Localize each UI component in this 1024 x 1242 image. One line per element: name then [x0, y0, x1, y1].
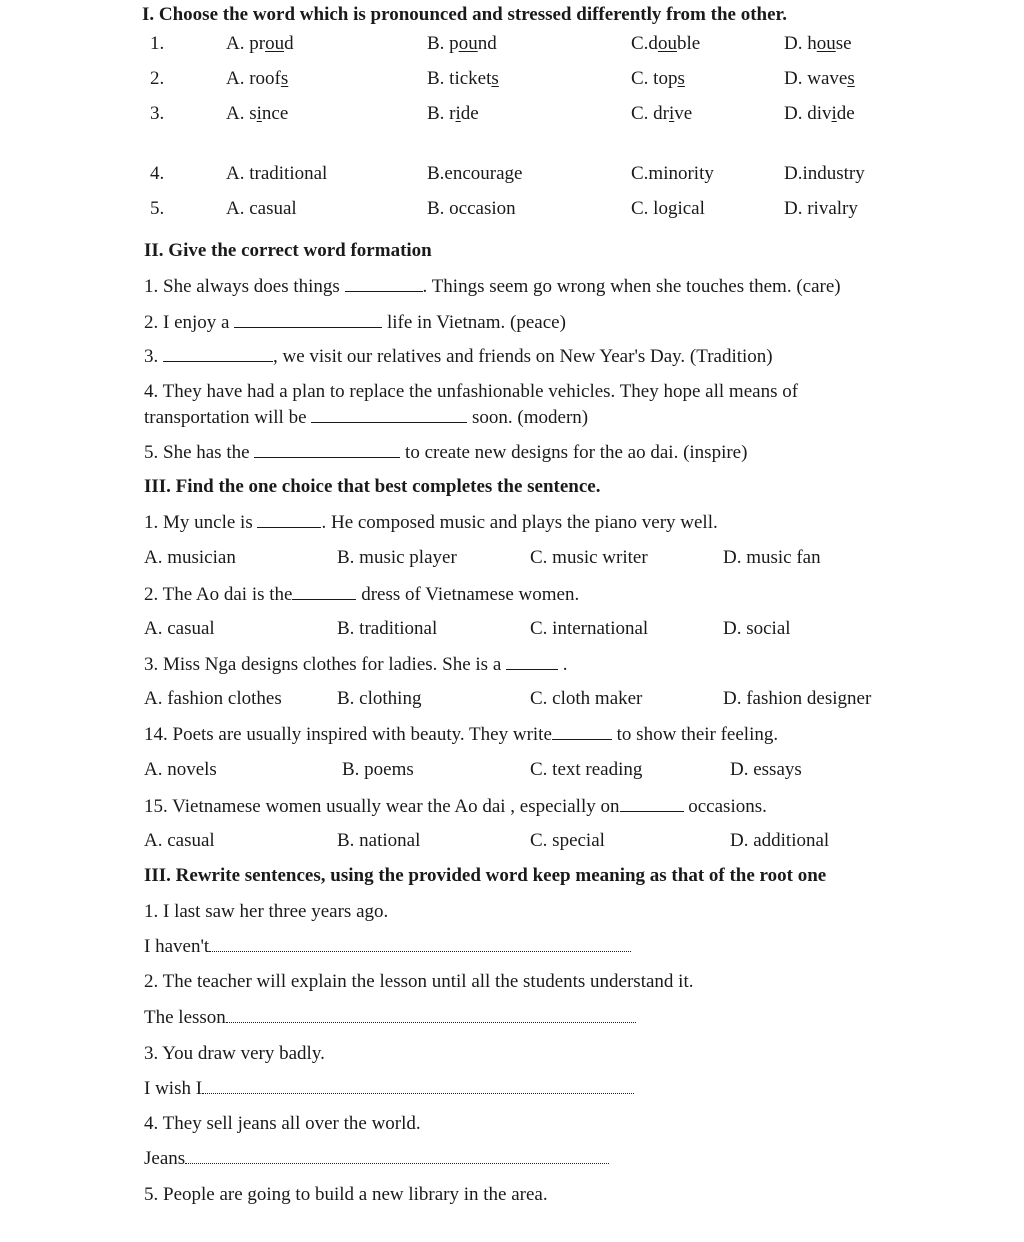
s3-q2: 2. The Ao dai is the dress of Vietnamese women.	[144, 584, 580, 605]
s3-q3-option-c: C. cloth maker	[530, 688, 643, 709]
s3-q1-option-c: C. music writer	[530, 547, 648, 568]
s1-row3-option-a: A. since	[226, 103, 289, 124]
answer-blank[interactable]	[163, 345, 273, 362]
s4-a3: I wish I	[144, 1078, 634, 1100]
answer-line[interactable]	[209, 936, 631, 952]
s1-row4-option-a: A. traditional	[226, 163, 328, 184]
s3-q2-option-a: A. casual	[144, 618, 215, 639]
s1-row5-option-c: C. logical	[631, 198, 705, 219]
section1-heading: I. Choose the word which is pronounced and stressed differently from the other.	[142, 4, 787, 25]
s1-row3-option-c: C. drive	[631, 103, 693, 124]
s1-row3-option-b: B. ride	[427, 103, 479, 124]
s3-q3: 3. Miss Nga designs clothes for ladies. She is a .	[144, 654, 568, 675]
answer-line[interactable]	[226, 1007, 636, 1023]
s1-row4-option-c: C.minority	[631, 163, 714, 184]
s4-a2: The lesson	[144, 1007, 636, 1029]
s3-q14-option-c: C. text reading	[530, 759, 643, 780]
s2-item2: 2. I enjoy a life in Vietnam. (peace)	[144, 312, 566, 333]
answer-line[interactable]	[185, 1148, 609, 1164]
s3-q1-option-b: B. music player	[337, 547, 457, 568]
s1-row5-num: 5.	[150, 198, 165, 219]
answer-blank[interactable]	[311, 406, 467, 423]
s3-q1-option-a: A. musician	[144, 547, 236, 568]
s4-q3: 3. You draw very badly.	[144, 1043, 325, 1064]
s3-q15-option-b: B. national	[337, 830, 421, 851]
s1-row4-num: 4.	[150, 163, 165, 184]
section4-heading: III. Rewrite sentences, using the provided word keep meaning as that of the root one	[144, 865, 827, 886]
s3-q1: 1. My uncle is . He composed music and plays the piano very well.	[144, 512, 718, 533]
s2-item1: 1. She always does things . Things seem go wrong when she touches them. (care)	[144, 276, 841, 297]
s4-q2: 2. The teacher will explain the lesson until all the students understand it.	[144, 971, 694, 992]
s1-row1-option-b: B. pound	[427, 33, 497, 54]
s1-row1-num: 1.	[150, 33, 165, 54]
s1-row3-option-d: D. divide	[784, 103, 855, 124]
s4-a1: I haven't	[144, 936, 631, 958]
s1-row5-option-a: A. casual	[226, 198, 297, 219]
answer-blank[interactable]	[292, 583, 356, 600]
s3-q2-option-d: D. social	[723, 618, 791, 639]
s3-q14-option-d: D. essays	[730, 759, 802, 780]
s1-row2-option-b: B. tickets	[427, 68, 499, 89]
s4-q4: 4. They sell jeans all over the world.	[144, 1113, 421, 1134]
s1-row5-option-d: D. rivalry	[784, 198, 858, 219]
s3-q15-option-a: A. casual	[144, 830, 215, 851]
s3-q14-option-b: B. poems	[342, 759, 414, 780]
answer-blank[interactable]	[254, 441, 400, 458]
s1-row4-option-d: D.industry	[784, 163, 865, 184]
s3-q3-option-d: D. fashion designer	[723, 688, 872, 709]
s2-item5: 5. She has the to create new designs for the ao dai. (inspire)	[144, 442, 748, 463]
answer-blank[interactable]	[506, 653, 558, 670]
s1-row2-num: 2.	[150, 68, 165, 89]
answer-blank[interactable]	[345, 275, 423, 292]
s3-q1-option-d: D. music fan	[723, 547, 821, 568]
s1-row4-option-b: B.encourage	[427, 163, 523, 184]
s2-item4-line2: transportation will be soon. (modern)	[144, 407, 589, 428]
s3-q2-option-c: C. international	[530, 618, 649, 639]
s3-q3-option-b: B. clothing	[337, 688, 422, 709]
s1-row2-option-c: C. tops	[631, 68, 685, 89]
s1-row3-num: 3.	[150, 103, 165, 124]
answer-blank[interactable]	[552, 723, 612, 740]
s1-row5-option-b: B. occasion	[427, 198, 516, 219]
s3-q2-option-b: B. traditional	[337, 618, 438, 639]
s3-q3-option-a: A. fashion clothes	[144, 688, 282, 709]
s1-row1-option-a: A. proud	[226, 33, 294, 54]
s4-a4: Jeans	[144, 1148, 609, 1170]
answer-blank[interactable]	[234, 311, 382, 328]
section3-heading: III. Find the one choice that best completes the sentence.	[144, 476, 601, 497]
s1-row2-option-a: A. roofs	[226, 68, 289, 89]
s1-row1-option-d: D. house	[784, 33, 852, 54]
s4-q1: 1. I last saw her three years ago.	[144, 901, 389, 922]
section2-heading: II. Give the correct word formation	[144, 240, 432, 261]
s2-item3: 3. , we visit our relatives and friends on New Year's Day. (Tradition)	[144, 346, 773, 367]
answer-blank[interactable]	[257, 511, 321, 528]
s3-q15-option-c: C. special	[530, 830, 605, 851]
s3-q15: 15. Vietnamese women usually wear the Ao dai , especially on occasions.	[144, 796, 767, 817]
s3-q15-option-d: D. additional	[730, 830, 830, 851]
s3-q14-option-a: A. novels	[144, 759, 217, 780]
s1-row2-option-d: D. waves	[784, 68, 855, 89]
answer-blank[interactable]	[620, 795, 684, 812]
answer-line[interactable]	[202, 1078, 634, 1094]
s3-q14: 14. Poets are usually inspired with beauty. They write to show their feeling.	[144, 724, 779, 745]
s2-item4-line1: 4. They have had a plan to replace the unfashionable vehicles. They hope all means of	[144, 381, 799, 402]
s4-q5: 5. People are going to build a new library in the area.	[144, 1184, 548, 1205]
s1-row1-option-c: C.double	[631, 33, 701, 54]
